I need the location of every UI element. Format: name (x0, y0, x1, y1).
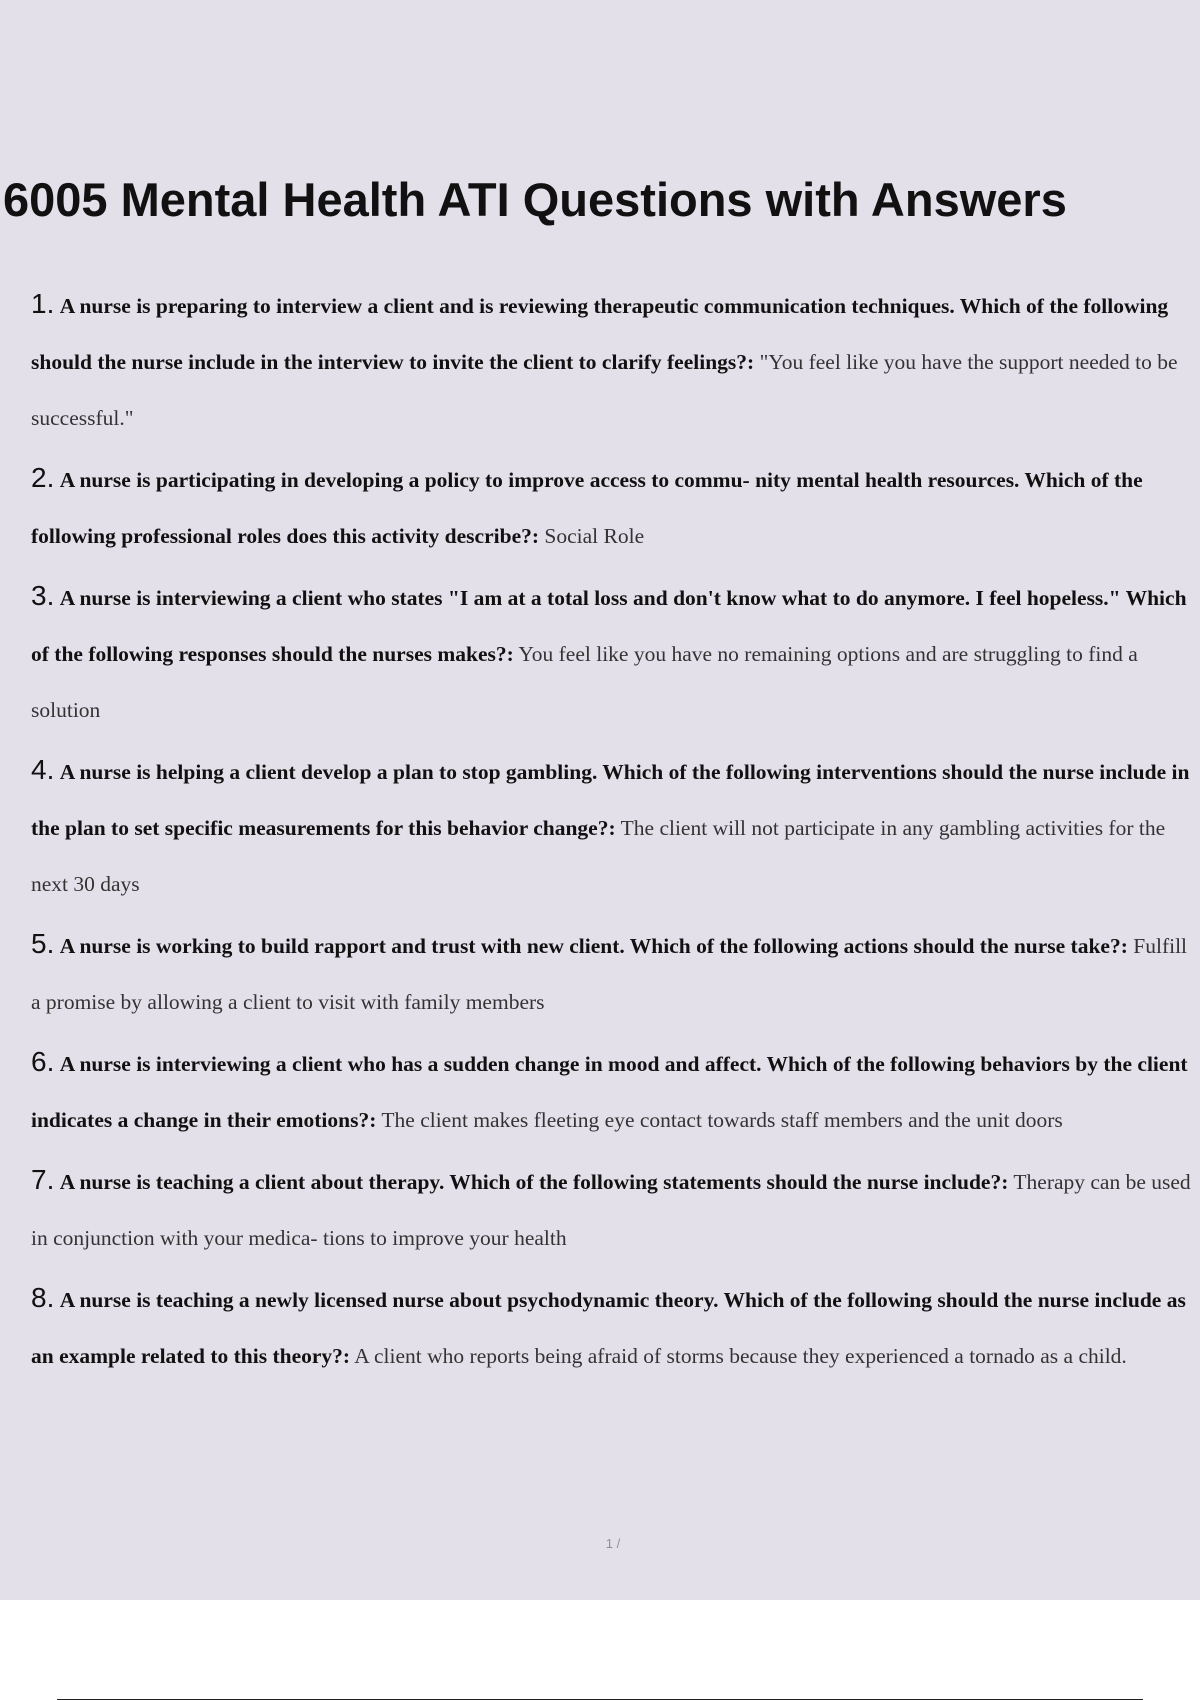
question-text: A nurse is participating in developing a policy to improve access to commu- nity mental health resources. Which of the following professional roles does this activity describe?: (31, 468, 1143, 548)
question-item (31, 1034, 1200, 1148)
question-number: 8. (31, 1282, 55, 1313)
question-item (31, 1270, 1200, 1384)
question-text: A nurse is interviewing a client who has a sudden change in mood and affect. Which of the following behaviors by the client indicates a change in their emotions?: (31, 1052, 1188, 1132)
question-number: 3. (31, 580, 55, 611)
answer-text: Social Role (544, 524, 645, 548)
question-text: A nurse is preparing to interview a client and is reviewing therapeutic communication techniques. Which of the following should the nurse include in the interview to invite the client to clarify feelings?: (31, 294, 1169, 374)
question-text: A nurse is interviewing a client who states "I am at a total loss and don't know what to do anymore. I feel hopeless." Which of the following responses should the nurses makes?: (31, 586, 1187, 666)
document-title: 6005 Mental Health ATI Questions with Answers (3, 173, 1067, 226)
question-text: A nurse is working to build rapport and trust with new client. Which of the following actions should the nurse take?: (59, 934, 1128, 958)
question-text: A nurse is helping a client develop a plan to stop gambling. Which of the following interventions should the nurse include in the plan to set specific measurements for this behavior change?: (31, 760, 1190, 840)
answer-text: The client will not participate in any gambling activities for the next 30 days (31, 816, 1166, 896)
question-number: 7. (31, 1164, 55, 1195)
question-text: A nurse is teaching a client about therapy. Which of the following statements should the nurse include?: (59, 1170, 1009, 1194)
question-item (31, 916, 1200, 1030)
question-list (31, 276, 1200, 1388)
answer-text: A client who reports being afraid of storms because they experienced a tornado as a child. (354, 1344, 1127, 1368)
answer-text: Fulfill a promise by allowing a client to visit with family members (31, 934, 1188, 1014)
question-number: 4. (31, 754, 55, 785)
question-number: 2. (31, 462, 55, 493)
answer-text: The client makes fleeting eye contact towards staff members and the unit doors (381, 1108, 1063, 1132)
answer-text: You feel like you have no remaining options and are struggling to find a solution (31, 642, 1138, 722)
answer-text: "You feel like you have the support needed to be successful." (31, 350, 1178, 430)
question-number: 5. (31, 928, 55, 959)
answer-text: Therapy can be used in conjunction with your medica- tions to improve your health (31, 1170, 1191, 1250)
page-number: 1 / (605, 1536, 621, 1551)
question-text: A nurse is teaching a newly licensed nurse about psychodynamic theory. Which of the following should the nurse include as an example related to this theory?: (31, 1288, 1186, 1368)
question-item (31, 742, 1200, 912)
question-item (31, 276, 1200, 446)
question-number: 6. (31, 1046, 55, 1077)
question-number: 1. (31, 288, 55, 319)
question-item (31, 568, 1200, 738)
question-item (31, 450, 1200, 564)
question-item (31, 1152, 1200, 1266)
